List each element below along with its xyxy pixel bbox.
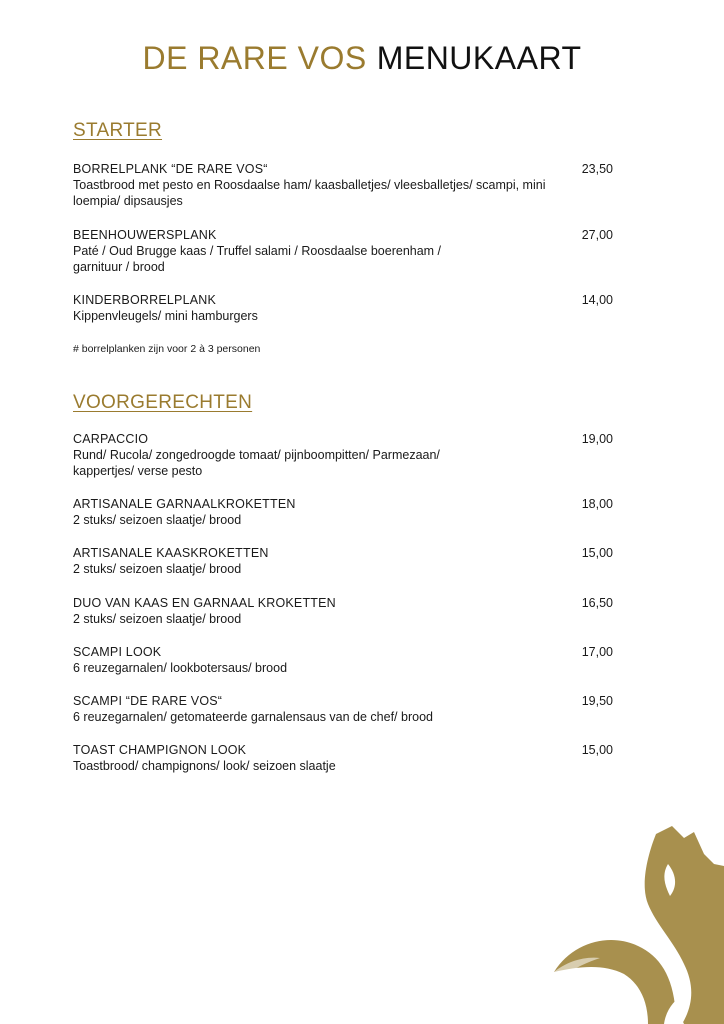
section-heading-voorgerechten: VOORGERECHTEN	[73, 392, 253, 413]
item-description: 2 stuks/ seizoen slaatje/ brood	[73, 612, 242, 626]
menu-item	[73, 432, 613, 479]
fox-logo-icon	[544, 824, 724, 1024]
item-description: 2 stuks/ seizoen slaatje/ brood	[73, 513, 242, 527]
item-price: 18,00	[581, 497, 613, 511]
item-price: 19,50	[581, 694, 613, 708]
menu-item	[73, 228, 613, 275]
menu-item	[73, 596, 613, 627]
menu-title: MENUKAART	[376, 40, 582, 76]
item-name: ARTISANALE KAASKROKETTEN	[73, 546, 269, 560]
item-price: 15,00	[581, 546, 613, 560]
menu-item	[73, 645, 613, 676]
menu-item	[73, 694, 613, 725]
item-description: Kippenvleugels/ mini hamburgers	[73, 309, 258, 323]
item-name: TOAST CHAMPIGNON LOOK	[73, 743, 247, 757]
item-description: 6 reuzegarnalen/ lookbotersaus/ brood	[73, 661, 288, 675]
item-description: Toastbrood/ champignons/ look/ seizoen slaatje	[73, 759, 336, 773]
starter-note: # borrelplanken zijn voor 2 à 3 personen	[73, 343, 261, 355]
item-description: Toastbrood met pesto en Roosdaalse ham/ kaasballetjes/ vleesballetjes/ scampi, mini loempia/ dipsausjes	[73, 178, 546, 208]
item-name: CARPACCIO	[73, 432, 149, 446]
item-description: 6 reuzegarnalen/ getomateerde garnalensaus van de chef/ brood	[73, 710, 433, 724]
item-price: 23,50	[581, 162, 613, 176]
item-name: DUO VAN KAAS EN GARNAAL KROKETTEN	[73, 596, 336, 610]
item-name: SCAMPI “DE RARE VOS“	[73, 694, 223, 708]
item-description: Paté / Oud Brugge kaas / Truffel salami / Roosdaalse boerenham / garnituur / brood	[73, 244, 442, 274]
menu-item	[73, 497, 613, 528]
item-name: KINDERBORRELPLANK	[73, 293, 217, 307]
item-name: BORRELPLANK “DE RARE VOS“	[73, 162, 268, 176]
menu-item	[73, 162, 613, 209]
section-heading-starter: STARTER	[73, 120, 163, 141]
item-price: 15,00	[581, 743, 613, 757]
item-name: SCAMPI LOOK	[73, 645, 162, 659]
item-price: 27,00	[581, 228, 613, 242]
item-price: 16,50	[581, 596, 613, 610]
item-name: ARTISANALE GARNAALKROKETTEN	[73, 497, 296, 511]
item-description: Rund/ Rucola/ zongedroogde tomaat/ pijnboompitten/ Parmezaan/ kappertjes/ verse pesto	[73, 448, 440, 478]
page-title	[0, 40, 724, 77]
menu-item	[73, 546, 613, 577]
item-price: 19,00	[581, 432, 613, 446]
menu-item	[73, 743, 613, 774]
item-price: 14,00	[581, 293, 613, 307]
item-name: BEENHOUWERSPLANK	[73, 228, 217, 242]
menu-item	[73, 293, 613, 324]
item-description: 2 stuks/ seizoen slaatje/ brood	[73, 562, 242, 576]
brand-name: DE RARE VOS	[142, 40, 367, 76]
item-price: 17,00	[581, 645, 613, 659]
